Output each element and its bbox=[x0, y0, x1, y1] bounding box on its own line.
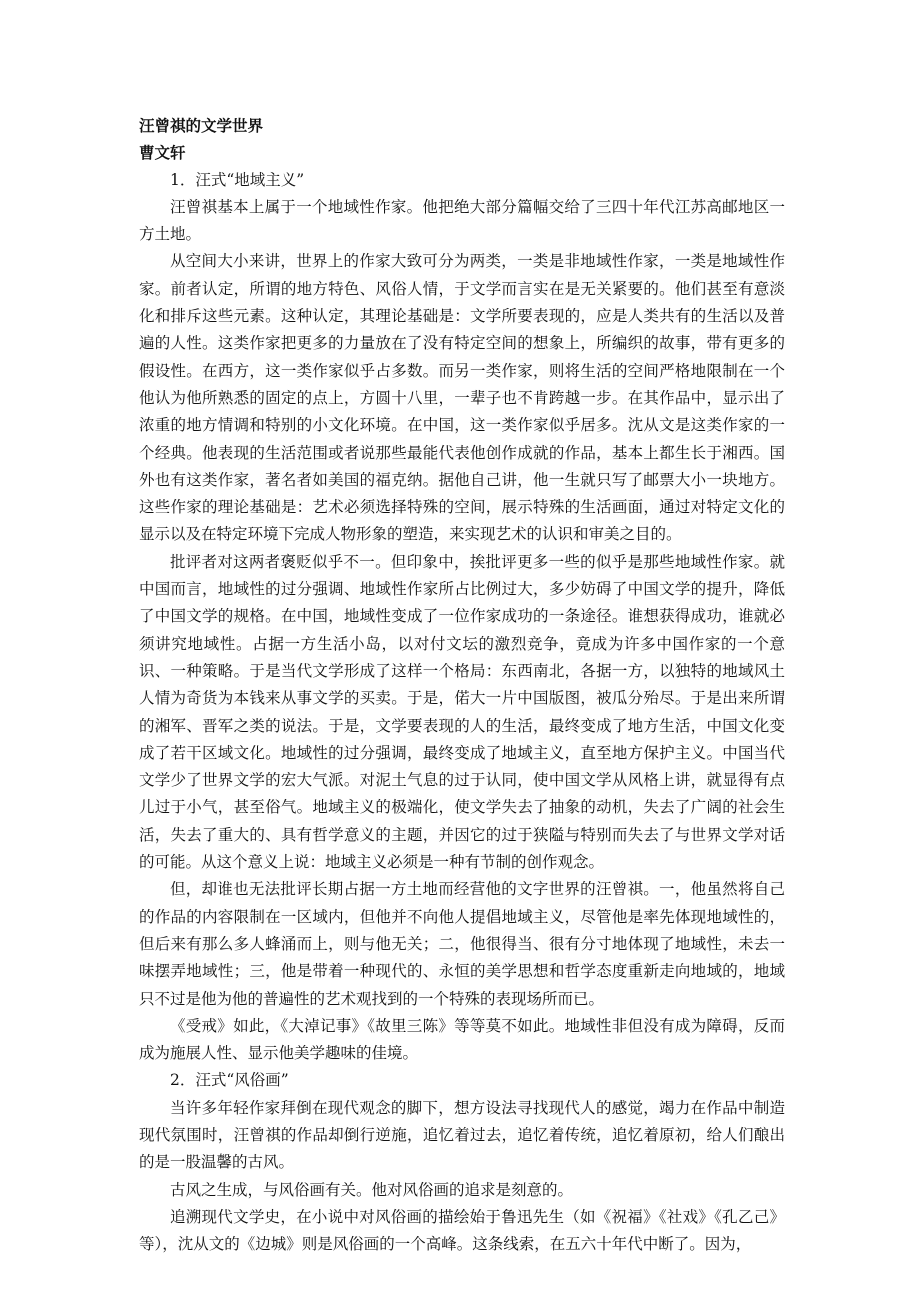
document-author: 曹文轩 bbox=[139, 143, 186, 163]
paragraph: 批评者对这两者褒贬似乎不一。但印象中，挨批评更多一些的似乎是那些地域性作家。就中国而言，地域性的过分强调、地域性作家所占比例过大，多少妨碍了中国文学的提升，降低了中国文学的规格。在中国，地域性变成了一位作家成功的一条途径。谁想获得成功，谁就必须讲究地域性。占据一方生活小岛，以对付文坛的激烈竞争，竟成为许多中国作家的一个意识、一种策略。于是当代文学形成了这样一个格局：东西南北，各据一方，以独特的地域风土人情为奇货为本钱来从事文学的买卖。于是，偌大一片中国版图，被瓜分殆尽。于是出来所谓的湘军、晋军之类的说法。于是，文学要表现的人的生活，最终变成了地方生活，中国文化变成了若干区域文化。地域性的过分强调，最终变成了地域主义，直至地方保护主义。中国当代文学少了世界文学的宏大气派。对泥土气息的过于认同，使中国文学从风格上讲，就显得有点儿过于小气，甚至俗气。地域主义的极端化，使文学失去了抽象的动机，失去了广阔的社会生活，失去了重大的、具有哲学意义的主题，并因它的过于狭隘与特别而失去了与世界文学对话的可能。从这个意义上说：地域主义必须是一种有节制的创作观念。 bbox=[139, 552, 785, 872]
section-heading-1: 1．汪式“地域主义” bbox=[170, 170, 305, 189]
paragraph: 但，却谁也无法批评长期占据一方土地而经营他的文字世界的汪曾祺。一，他虽然将自己的作品的内容限制在一区域内，但他并不向他人提倡地域主义，尽管他是率先体现地域性的，但后来有那么多人蜂涌而上，则与他无关；二，他很得当、很有分寸地体现了地域性，未去一味摆弄地域性；三，他是带着一种现代的、永恒的美学思想和哲学态度重新走向地域的，地域只不过是他为他的普遍性的艺术观找到的一个特殊的表现场所而已。 bbox=[139, 880, 785, 1008]
section-heading-2: 2．汪式“风俗画” bbox=[170, 1071, 289, 1090]
paragraph: 追溯现代文学史，在小说中对风俗画的描绘始于鲁迅先生（如《祝福》《社戏》《孔乙己》等），沈从文的《边城》则是风俗画的一个高峰。这条线索，在五六十年代中断了。因为， bbox=[139, 1207, 785, 1254]
document-title: 汪曾祺的文学世界 bbox=[139, 116, 264, 135]
paragraph: 《受戒》如此，《大淖记事》《故里三陈》等等莫不如此。地域性非但没有成为障碍，反而成为施展人性、显示他美学趣味的佳境。 bbox=[139, 1016, 785, 1063]
paragraph: 当许多年轻作家拜倒在现代观念的脚下，想方设法寻找现代人的感觉，竭力在作品中制造现代氛围时，汪曾祺的作品却倒行逆施，追忆着过去，追忆着传统，追忆着原初，给人们酿出的是一股温馨的古风。 bbox=[139, 1098, 785, 1172]
document-page bbox=[139, 112, 785, 1258]
paragraph: 汪曾祺基本上属于一个地域性作家。他把绝大部分篇幅交给了三四十年代江苏高邮地区一方土地。 bbox=[139, 197, 785, 244]
paragraph: 古风之生成，与风俗画有关。他对风俗画的追求是刻意的。 bbox=[170, 1180, 574, 1199]
paragraph: 从空间大小来讲，世界上的作家大致可分为两类，一类是非地域性作家，一类是地域性作家。前者认定，所谓的地方特色、风俗人情，于文学而言实在是无关紧要的。他们甚至有意淡化和排斥这些元素。这种认定，其理论基础是：文学所要表现的，应是人类共有的生活以及普遍的人性。这类作家把更多的力量放在了没有特定空间的想象上，所编织的故事，带有更多的假设性。在西方，这一类作家似乎占多数。而另一类作家，则将生活的空间严格地限制在一个他认为他所熟悉的固定的点上，方圆十八里，一辈子也不肯跨越一步。在其作品中，显示出了浓重的地方情调和特别的小文化环境。在中国，这一类作家似乎居多。沈从文是这类作家的一个经典。他表现的生活范围或者说那些最能代表他创作成就的作品，基本上都生长于湘西。国外也有这类作家，著名者如美国的福克纳。据他自己讲，他一生就只写了邮票大小一块地方。这些作家的理论基础是：艺术必须选择特殊的空间，展示特殊的生活画面，通过对特定文化的显示以及在特定环境下完成人物形象的塑造，来实现艺术的认识和审美之目的。 bbox=[139, 252, 785, 544]
